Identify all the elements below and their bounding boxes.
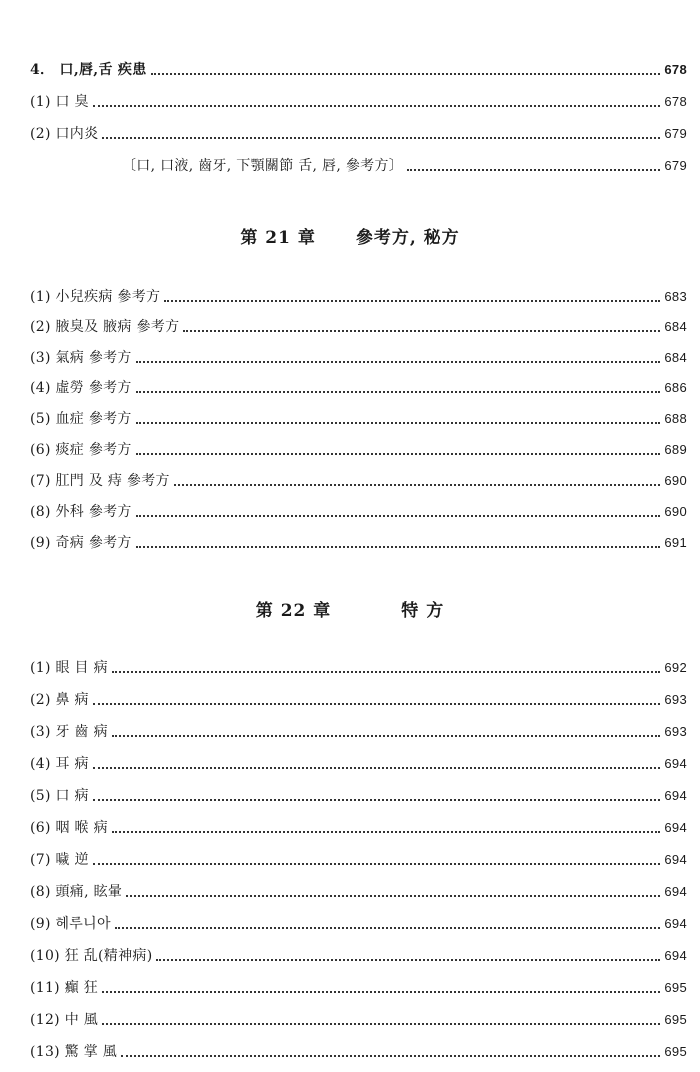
toc-entry-page: 686 — [664, 380, 687, 395]
toc-entry-label: (9) 헤루니아 — [30, 916, 111, 932]
toc-entry-label: (7) 噦 逆 — [30, 852, 89, 868]
toc-entry — [30, 440, 687, 460]
chapter-number: 第 22 章 — [255, 601, 332, 621]
toc-entry-page: 694 — [664, 820, 687, 835]
dot-leader — [112, 670, 661, 673]
toc-entry-label: (9) 奇病 參考方 — [30, 535, 132, 551]
toc-entry-label: (6) 咽 喉 病 — [30, 820, 108, 836]
toc-entry-label: (13) 驚 掌 風 — [30, 1044, 118, 1060]
toc-entry-page: 684 — [664, 319, 687, 334]
toc-entry — [30, 1010, 687, 1030]
dot-leader — [164, 299, 660, 302]
toc-entry-page: 694 — [664, 756, 687, 771]
dot-leader — [102, 136, 660, 139]
dot-leader — [93, 862, 661, 865]
toc-entry-label: (4) 耳 病 — [30, 756, 89, 772]
dot-leader — [407, 168, 660, 171]
toc-entry-label: (1) 口 臭 — [30, 94, 89, 110]
dot-leader — [112, 734, 661, 737]
toc-entry — [30, 850, 687, 870]
toc-entry-label: (3) 牙 齒 病 — [30, 724, 108, 740]
toc-entry — [30, 690, 687, 710]
toc-entry-label: (8) 外科 參考方 — [30, 504, 132, 520]
toc-entry — [30, 502, 687, 522]
toc-entry-label: (5) 血症 參考方 — [30, 411, 132, 427]
toc-entry-page: 695 — [664, 980, 687, 995]
toc-entry — [30, 287, 687, 307]
toc-entry-label: (12) 中 風 — [30, 1012, 99, 1028]
toc-entry — [30, 317, 687, 337]
toc-entry-page: 694 — [664, 852, 687, 867]
toc-entry-label: (2) 口内炎 — [30, 126, 99, 142]
toc-entry-page: 678 — [664, 94, 687, 109]
toc-entry-label: (7) 肛門 及 痔 參考方 — [30, 473, 170, 489]
toc-entry-page: 691 — [664, 535, 687, 550]
toc-entry-label: (8) 頭痛, 眩暈 — [30, 884, 123, 900]
dot-leader — [136, 421, 661, 424]
toc-entry — [30, 92, 687, 112]
toc-entry-page: 683 — [664, 289, 687, 304]
toc-entry — [30, 914, 687, 934]
dot-leader — [93, 702, 661, 705]
chapter-heading — [0, 223, 700, 248]
chapter-heading — [0, 596, 700, 621]
toc-entry-label: (1) 眼 目 病 — [30, 660, 108, 676]
toc-entry-label: (6) 痰症 參考方 — [30, 442, 132, 458]
toc-entry-page: 684 — [664, 350, 687, 365]
toc-entry-label: (4) 虛勞 參考方 — [30, 380, 132, 396]
toc-entry-page: 694 — [664, 788, 687, 803]
dot-leader — [136, 452, 661, 455]
dot-leader — [136, 360, 661, 363]
dot-leader — [126, 894, 660, 897]
toc-entry-page: 694 — [664, 948, 687, 963]
toc-entry — [30, 471, 687, 491]
dot-leader — [93, 798, 661, 801]
toc-entry — [30, 978, 687, 998]
toc-entry-page: 695 — [664, 1012, 687, 1027]
toc-entry-label: (2) 鼻 病 — [30, 692, 89, 708]
toc-entry — [30, 1042, 687, 1062]
toc-entry-label: 〔口, 口液, 齒牙, 下顎關節 舌, 唇, 參考方〕 — [122, 158, 404, 174]
toc-entry — [30, 786, 687, 806]
dot-leader — [174, 483, 661, 486]
dot-leader — [102, 1022, 660, 1025]
toc-entry-label: (1) 小兒疾病 參考方 — [30, 289, 161, 305]
toc-entry — [30, 882, 687, 902]
toc-entry — [30, 378, 687, 398]
chapter-title: 參考方, 秘方 — [355, 228, 460, 248]
dot-leader — [136, 545, 661, 548]
toc-entry — [30, 60, 687, 80]
toc-entry — [30, 658, 687, 678]
dot-leader — [115, 926, 661, 929]
toc-entry-label: (10) 狂 乱(精神病) — [30, 948, 153, 964]
toc-entry-page: 695 — [664, 1044, 687, 1059]
chapter-title: 特 方 — [401, 601, 445, 621]
toc-entry-label: (2) 腋臭及 腋病 參考方 — [30, 319, 180, 335]
dot-leader — [93, 104, 661, 107]
toc-entry — [30, 722, 687, 742]
toc-entry-page: 690 — [664, 504, 687, 519]
dot-leader — [183, 329, 660, 332]
toc-entry — [30, 946, 687, 966]
toc-entry-page: 694 — [664, 884, 687, 899]
dot-leader — [151, 72, 661, 75]
toc-entry — [30, 348, 687, 368]
toc-entry-page: 679 — [664, 126, 687, 141]
toc-entry-page: 678 — [664, 62, 687, 77]
dot-leader — [136, 514, 661, 517]
toc-entry-label: (11) 癲 狂 — [30, 980, 99, 996]
toc-entry — [30, 409, 687, 429]
toc-entry-page: 689 — [664, 442, 687, 457]
dot-leader — [156, 958, 660, 961]
chapter-number: 第 21 章 — [240, 228, 316, 248]
toc-entry-page: 690 — [664, 473, 687, 488]
toc-entry — [122, 156, 687, 176]
toc-entry-label: 4． 口,唇,舌 疾患 — [30, 62, 147, 78]
toc-entry-page: 693 — [664, 724, 687, 739]
toc-entry — [30, 754, 687, 774]
toc-entry — [30, 818, 687, 838]
toc-entry-page: 688 — [664, 411, 687, 426]
dot-leader — [112, 830, 661, 833]
dot-leader — [93, 766, 661, 769]
toc-entry — [30, 124, 687, 144]
toc-entry-page: 679 — [664, 158, 687, 173]
toc-entry-page: 693 — [664, 692, 687, 707]
dot-leader — [121, 1054, 660, 1057]
toc-entry-label: (3) 氣病 參考方 — [30, 350, 132, 366]
dot-leader — [136, 390, 661, 393]
toc-entry — [30, 533, 687, 553]
toc-entry-page: 694 — [664, 916, 687, 931]
toc-entry-page: 692 — [664, 660, 687, 675]
toc-entry-label: (5) 口 病 — [30, 788, 89, 804]
dot-leader — [102, 990, 660, 993]
